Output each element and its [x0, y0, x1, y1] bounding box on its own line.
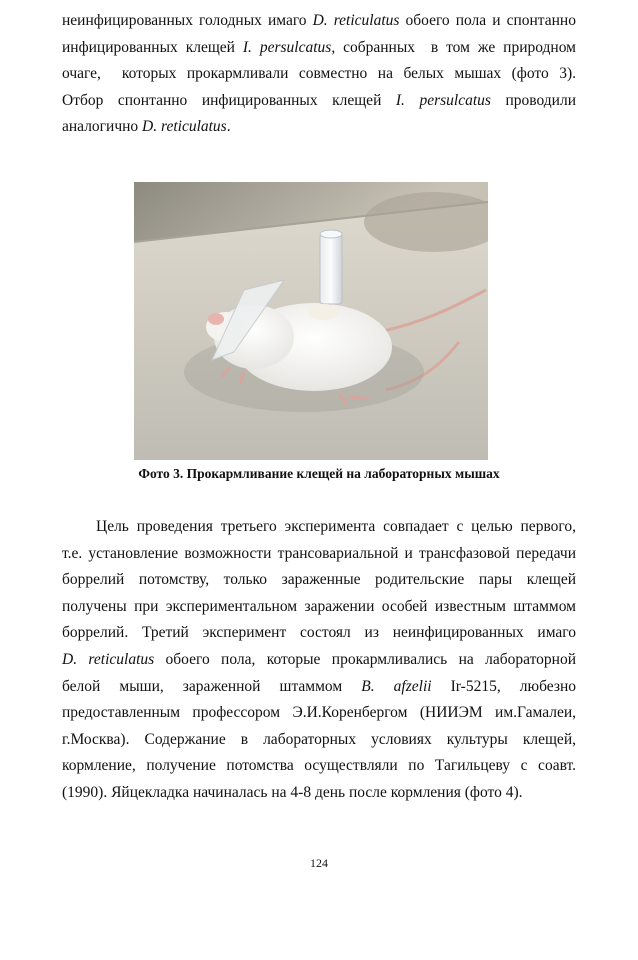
text-segment: получены при экспериментальном заражении особей известным штаммом	[62, 597, 576, 615]
text-segment: обоего пола и спонтанно	[399, 12, 576, 29]
italic-term: D. reticulatus	[312, 12, 400, 29]
paragraph-main	[62, 514, 576, 807]
text-segment: Цель проведения третьего эксперимента совпадает с целью первого,	[96, 518, 576, 535]
text-segment: неинфицированных голодных имаго	[62, 12, 313, 29]
figure-caption: Фото 3. Прокармливание клещей на лабораторных мышах	[138, 466, 500, 481]
text-line	[62, 114, 576, 141]
text-line	[62, 674, 576, 701]
italic-term: B. afzelii	[361, 677, 432, 695]
text-line	[62, 567, 576, 594]
text-segment: аналогично	[62, 118, 143, 136]
text-line	[62, 727, 576, 754]
text-segment: боррелий. Третий эксперимент состоял из неинфицированных имаго	[62, 624, 576, 642]
text-segment: .	[226, 118, 231, 136]
text-segment: кормление, получение потомства осуществляли по Тагильцеву с соавт.	[62, 757, 576, 775]
text-segment: боррелий потомству, только зараженные родительские пары клещей	[62, 571, 576, 589]
text-line	[62, 61, 576, 88]
italic-term: I. persulcatus	[395, 91, 491, 109]
italic-term: D. reticulatus	[142, 118, 227, 136]
text-segment: , собранных в том же природном	[331, 38, 576, 56]
text-line	[62, 594, 576, 621]
text-segment: предоставленным профессором Э.И.Коренбергом (НИИЭМ им.Гамалеи,	[62, 704, 576, 722]
photo-illustration	[134, 182, 488, 460]
page-number: 124	[310, 856, 328, 870]
text-segment: (1990). Яйцекладка начиналась на 4-8 день после кормления (фото 4).	[62, 783, 523, 801]
text-line	[62, 514, 576, 541]
text-segment: обоего пола, которые прокармливались на лабораторной	[154, 650, 576, 668]
text-line	[62, 8, 576, 35]
figure-photo-mouse-feeding	[134, 182, 488, 460]
text-line	[62, 753, 576, 780]
text-line	[62, 700, 576, 727]
text-segment: Отбор спонтанно инфицированных клещей	[62, 91, 396, 109]
text-segment: белой мыши, зараженной штаммом	[62, 677, 362, 695]
text-segment: проводили	[490, 91, 576, 109]
text-line	[62, 35, 576, 62]
italic-term: I. persulcatus	[242, 38, 332, 56]
text-line	[62, 780, 576, 807]
paragraph-top	[62, 8, 576, 141]
text-segment: очаге, которых прокармливали совместно на белых мышах (фото 3).	[62, 65, 576, 83]
text-line	[62, 541, 576, 568]
text-line	[62, 620, 576, 647]
text-segment: инфицированных клещей	[62, 38, 243, 56]
text-segment: г.Москва). Содержание в лабораторных условиях культуры клещей,	[62, 730, 576, 748]
text-segment: т.е. установление возможности трансовариальной и трансфазовой передачи	[62, 544, 576, 562]
text-line	[62, 647, 576, 674]
text-line	[62, 88, 576, 115]
italic-term: D. reticulatus	[62, 650, 155, 668]
text-segment: Ir-5215, любезно	[431, 677, 576, 695]
